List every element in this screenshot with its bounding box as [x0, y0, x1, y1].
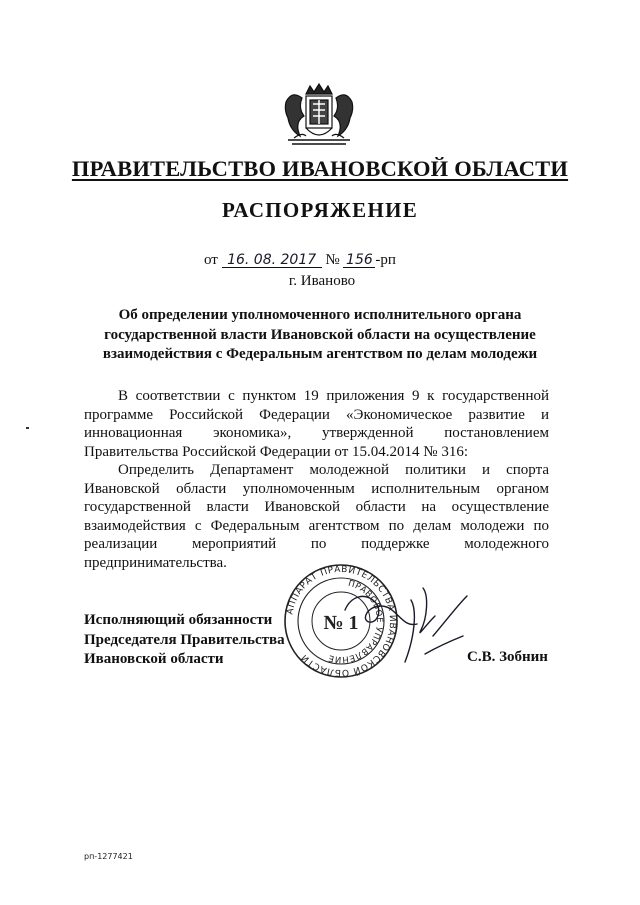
body-line: Правительства Российской Федерации от 15.04.2014 № 316:	[84, 443, 468, 460]
position-line: Председателя Правительства	[84, 631, 285, 648]
signatory-position	[84, 611, 285, 670]
svg-text:ПРАВОВОЕ УПРАВЛЕНИЕ: ПРАВОВОЕ УПРАВЛЕНИЕ	[327, 578, 385, 665]
handwritten-signature	[305, 566, 485, 676]
subject-line: государственной власти Ивановской области на осуществление	[104, 326, 536, 343]
subject-line: Об определении уполномоченного исполнительного органа	[118, 307, 522, 323]
body-line: взаимодействия с Федеральным агентством по делам молодежи по	[84, 517, 549, 534]
seal-number: № 1	[323, 612, 359, 634]
position-line: Ивановской области	[84, 651, 224, 667]
number-label: №	[325, 252, 340, 268]
date-number-line	[204, 252, 396, 269]
body-line: реализации мероприятий по поддержке молодежного	[84, 536, 549, 552]
government-title: ПРАВИТЕЛЬСТВО ИВАНОВСКОЙ ОБЛАСТИ	[71, 156, 569, 181]
subject-line: взаимодействия с Федеральным агентством по делам молодежи	[102, 346, 538, 362]
handwritten-number: 156	[343, 253, 375, 268]
body-line: В соответствии с пунктом 19 приложения 9 к государственной	[118, 388, 549, 404]
handwritten-date: 16. 08. 2017	[222, 253, 322, 268]
coat-of-arms-emblem	[282, 82, 356, 148]
position-line: Исполняющий обязанности	[84, 612, 273, 628]
body-line: предпринимательства.	[84, 554, 227, 571]
body-line: Ивановской области уполномоченным исполнительным органом	[84, 480, 549, 497]
body-line: инновационная экономика», утвержденной постановлением	[84, 425, 549, 441]
body-line: программе Российской Федерации «Экономическое развитие и	[84, 406, 549, 423]
document-body	[84, 387, 549, 572]
scan-speck	[26, 427, 29, 429]
document-subject	[80, 306, 560, 365]
body-line: Определить Департамент молодежной политики и спорта	[118, 462, 549, 478]
number-suffix: -рп	[375, 252, 396, 268]
body-line: государственной власти Ивановской области на осуществление	[84, 499, 549, 515]
svg-text:АППАРАТ ПРАВИТЕЛЬСТВА ИВАНОВСК: АППАРАТ ПРАВИТЕЛЬСТВА ИВАНОВСКОЙ ОБЛАСТИ	[285, 564, 398, 678]
from-label: от	[204, 252, 218, 268]
document-type-title: РАСПОРЯЖЕНИЕ	[221, 198, 419, 222]
document-code: рп-1277421	[84, 852, 133, 861]
signatory-name: С.В. Зобнин	[467, 649, 548, 665]
city-label: г. Иваново	[288, 273, 356, 289]
